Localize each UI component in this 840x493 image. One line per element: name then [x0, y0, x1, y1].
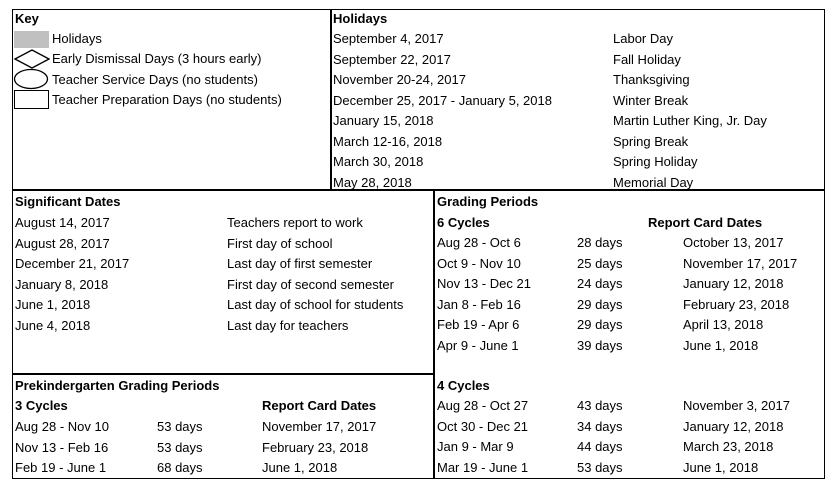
- holiday-name: Fall Holiday: [613, 51, 681, 67]
- prek-range: Aug 28 - Nov 10: [15, 419, 109, 434]
- holiday-date: December 25, 2017 - January 5, 2018: [333, 92, 552, 108]
- prek-days: 53 days: [157, 419, 203, 434]
- significant-date: August 28, 2017: [15, 235, 110, 251]
- six-cycle-range: Feb 19 - Apr 6: [437, 317, 520, 332]
- significant-event: Last day for teachers: [227, 317, 349, 333]
- six-cycle-days: 39 days: [577, 337, 623, 353]
- significant-event: First day of school: [227, 235, 333, 251]
- four-cycles-subtitle: 4 Cycles: [437, 378, 490, 393]
- key-title: Key: [15, 11, 39, 26]
- holiday-name: Spring Break: [613, 133, 689, 149]
- six-cycle-report-date: February 23, 2018: [683, 296, 790, 312]
- holiday-date: September 22, 2017: [333, 51, 451, 67]
- four-cycle-range: Mar 19 - June 1: [437, 459, 529, 475]
- prek-report-date: June 1, 2018: [262, 460, 338, 475]
- four-cycle-days: 34 days: [577, 418, 623, 434]
- six-cycle-days: 29 days: [577, 317, 623, 332]
- six-cycle-range: Nov 13 - Dec 21: [437, 276, 531, 291]
- six-cycle-report-date: November 17, 2017: [683, 255, 798, 271]
- holiday-date: September 4, 2017: [333, 31, 444, 46]
- holiday-date: May 28, 2018: [333, 174, 412, 190]
- six-cycle-days: 28 days: [577, 235, 623, 250]
- prek-days: 53 days: [157, 439, 203, 455]
- six-cycle-days: 24 days: [577, 276, 623, 291]
- holiday-name: Martin Luther King, Jr. Day: [613, 113, 767, 128]
- six-cycle-range: Apr 9 - June 1: [437, 337, 519, 353]
- four-cycle-report-date: March 23, 2018: [683, 439, 774, 454]
- prek-range: Nov 13 - Feb 16: [15, 439, 109, 455]
- six-cycle-report-date: October 13, 2017: [683, 235, 784, 250]
- four-cycle-report-date: January 12, 2018: [683, 418, 784, 434]
- key-label-teacher-service: Teacher Service Days (no students): [52, 72, 258, 87]
- four-cycle-report-date: November 3, 2017: [683, 398, 790, 413]
- six-cycle-range: Aug 28 - Oct 6: [437, 235, 521, 250]
- six-cycle-range: Jan 8 - Feb 16: [437, 296, 521, 312]
- prek-days: 68 days: [157, 460, 203, 475]
- four-cycle-report-date: June 1, 2018: [683, 459, 759, 475]
- prek-title: Prekindergarten Grading Periods: [15, 378, 220, 393]
- holiday-date: March 30, 2018: [333, 154, 424, 169]
- grading-periods-section: [433, 189, 825, 479]
- six-cycle-days: 29 days: [577, 296, 623, 312]
- holiday-date: November 20-24, 2017: [333, 72, 466, 87]
- four-cycle-range: Aug 28 - Oct 27: [437, 398, 529, 413]
- holiday-date: March 12-16, 2018: [333, 133, 443, 149]
- four-cycle-days: 43 days: [577, 398, 623, 413]
- six-cycles-report-header: Report Card Dates: [648, 215, 763, 230]
- key-label-early-dismissal: Early Dismissal Days (3 hours early): [52, 51, 262, 66]
- significant-event: Teachers report to work: [227, 215, 363, 230]
- holiday-name: Spring Holiday: [613, 154, 698, 169]
- significant-date: January 8, 2018: [15, 276, 109, 292]
- prek-subtitle: 3 Cycles: [15, 398, 68, 413]
- four-cycle-range: Jan 9 - Mar 9: [437, 439, 514, 454]
- holiday-name: Winter Break: [613, 92, 689, 108]
- holiday-name: Memorial Day: [613, 174, 694, 190]
- holiday-name: Thanksgiving: [613, 72, 690, 87]
- significant-event: First day of second semester: [227, 276, 394, 292]
- six-cycle-report-date: January 12, 2018: [683, 276, 784, 291]
- rectangle-icon: [14, 90, 49, 109]
- six-cycle-report-date: June 1, 2018: [683, 337, 759, 353]
- six-cycle-report-date: April 13, 2018: [683, 317, 764, 332]
- holiday-date: January 15, 2018: [333, 113, 434, 128]
- six-cycle-days: 25 days: [577, 255, 623, 271]
- holidays-title: Holidays: [333, 11, 388, 26]
- ellipse-icon: [13, 68, 49, 90]
- significant-event: Last day of school for students: [227, 297, 404, 312]
- significant-dates-title: Significant Dates: [15, 194, 121, 209]
- four-cycle-range: Oct 30 - Dec 21: [437, 418, 529, 434]
- significant-date: June 4, 2018: [15, 317, 91, 333]
- gray-square-icon: [14, 31, 49, 48]
- significant-event: Last day of first semester: [227, 256, 373, 271]
- key-label-holidays: Holidays: [52, 31, 102, 46]
- six-cycles-subtitle: 6 Cycles: [437, 215, 490, 230]
- significant-date: June 1, 2018: [15, 297, 91, 312]
- prek-report-date: November 17, 2017: [262, 419, 377, 434]
- prek-report-header: Report Card Dates: [262, 398, 377, 413]
- significant-date: December 21, 2017: [15, 256, 130, 271]
- key-label-teacher-prep: Teacher Preparation Days (no students): [52, 92, 282, 107]
- prek-report-date: February 23, 2018: [262, 439, 369, 455]
- four-cycle-days: 53 days: [577, 459, 623, 475]
- diamond-icon: [14, 49, 50, 69]
- four-cycle-days: 44 days: [577, 439, 623, 454]
- significant-date: August 14, 2017: [15, 215, 110, 230]
- prek-range: Feb 19 - June 1: [15, 460, 107, 475]
- grading-title: Grading Periods: [437, 194, 539, 209]
- holiday-name: Labor Day: [613, 31, 673, 46]
- six-cycle-range: Oct 9 - Nov 10: [437, 255, 521, 271]
